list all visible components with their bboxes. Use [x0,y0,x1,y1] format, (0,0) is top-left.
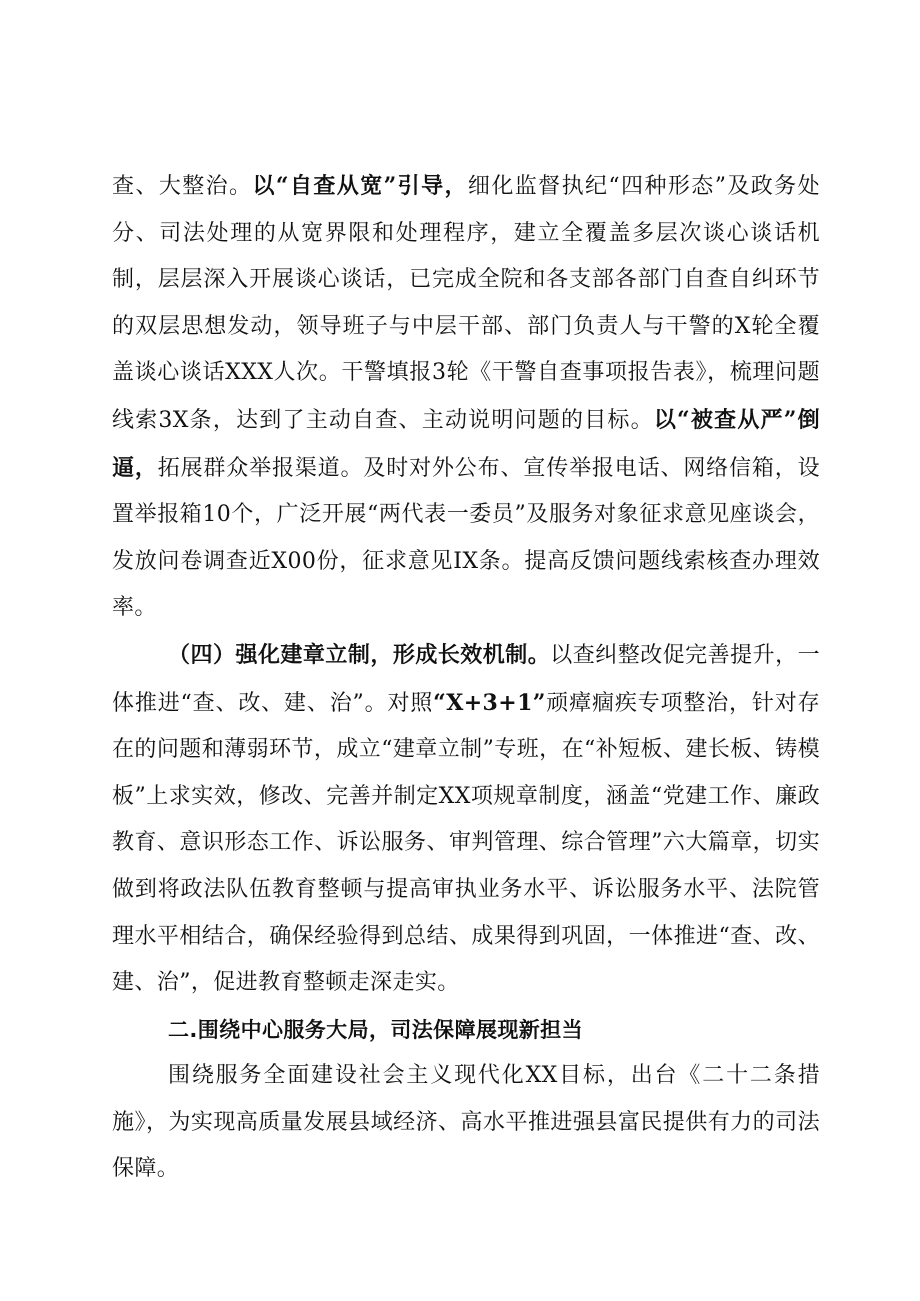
section-title: （四）强化建章立制，形成长效机制。 [168,641,551,668]
paragraph-text: 顽瘴痼疾专项整治，针对存在的问题和薄弱环节，成立“建章立制”专班，在“补短板、建长板、铸模板”上求实效，修改、完善并制定XX项规章制度，涵盖“党建工作、廉政教育、意识形态工作、诉讼服务、审判管理、综合管理”六大篇章，切实做到将政法队伍教育整顿与提高审执业务水平、诉讼服务水平、法院管理水平相结合，确保经验得到总结、成果得到巩固，一体推进“查、改、建、治”，促进教育整顿走深走实。 [112,690,820,996]
paragraph-rules-building [112,632,820,1007]
section-heading: 二.围绕中心服务大局，司法保障展现新担当 [168,1017,583,1042]
paragraph-text: 细化监督执纪“四种形态”及政务处分、司法处理的从宽界限和处理程序，建立全覆盖多层次谈心谈话机制，层层深入开展谈心谈话，已完成全院和各支部各部门自查自纠环节的双层思想发动，领导班子与中层干部、部门负责人与干警的X轮全覆盖谈心谈话XXX人次。干警填报3轮《干警自查事项报告表》，梳理问题线索3X条，达到了主动自查、主动说明问题的目标。 [112,174,820,433]
paragraph-text: 以查纠整改促完善提升，一体推进“查、改、建、治”。对照 [112,642,820,716]
paragraph-text: 查、大整治。 [112,174,253,199]
document-body [112,163,820,1193]
bold-phrase: “X+3+1” [433,689,546,716]
bold-phrase: 以“自查从宽”引导， [252,173,468,199]
paragraph-text: 拓展群众举报渠道。及时对外公布、宣传举报电话、网络信箱，设置举报箱10个，广泛开展“两代表一委员”及服务对象征求意见座谈会，发放问卷调查近X00份，征求意见IX条。提高反馈问题线索核查办理效率。 [112,455,820,621]
paragraph-self-inspection [112,163,820,632]
paragraph-judicial-guarantee: 围绕服务全面建设社会主义现代化XX目标，出台《二十二条措施》，为实现高质量发展县域经济、高水平推进强县富民提供有力的司法保障。 [112,1063,820,1182]
bold-phrase: 以“被查从严”倒逼， [112,406,821,481]
